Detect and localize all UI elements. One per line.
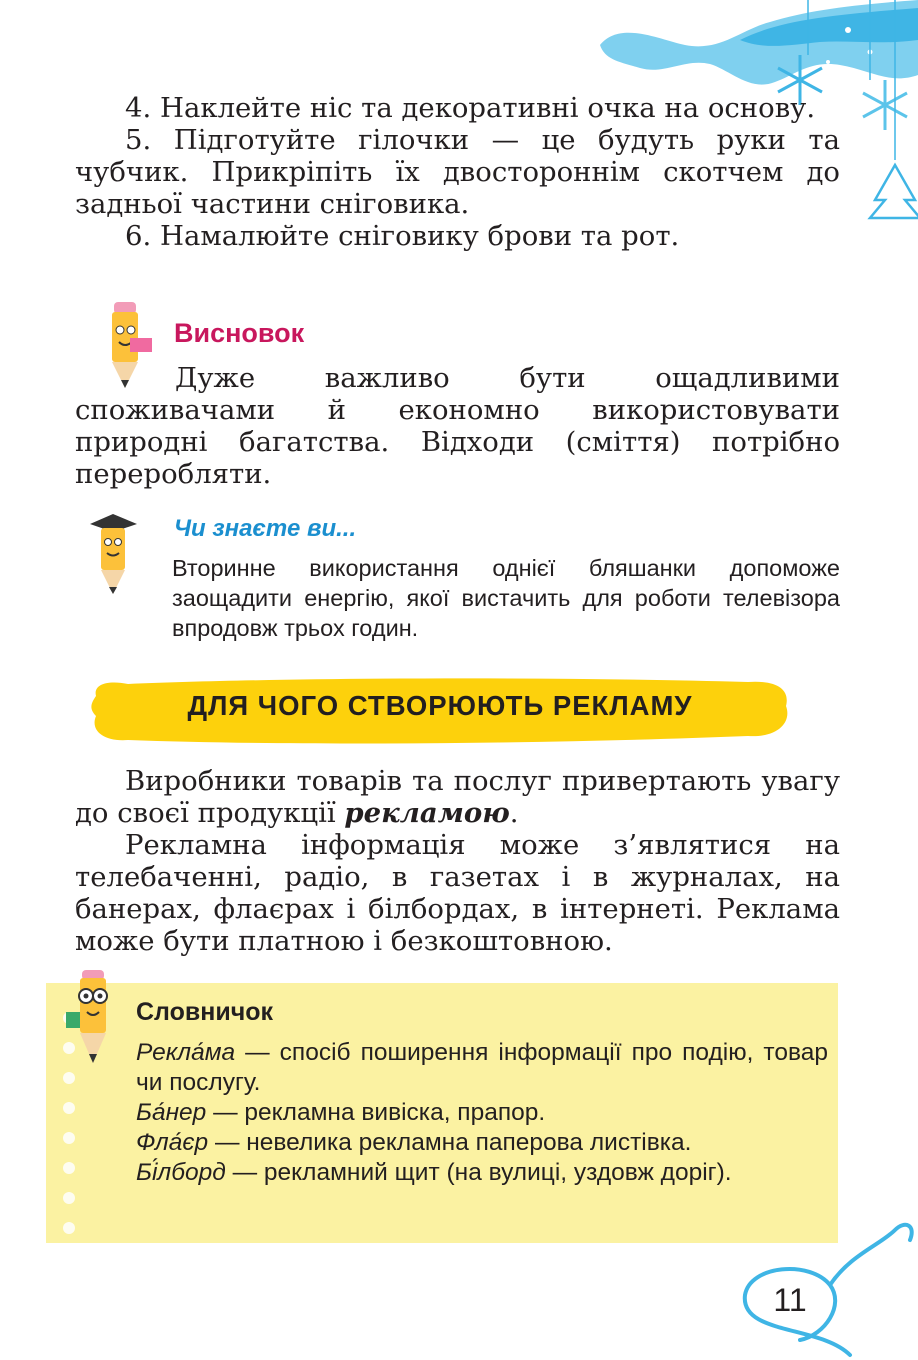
glossary-list [136,1038,828,1188]
pencil-graduate-icon [85,510,140,595]
glossary-entry: Ба́нер — рекламна вивіска, прапор. [136,1099,546,1126]
step-item: 5. Підготуйте гілочки — це будуть руки та чубчик. Прикріпіть їх двостороннім скотчем до задньої частини сніговика. [75,124,840,220]
step-item: 4. Наклейте ніс та декоративні очка на основу. [125,92,816,124]
page-number: 11 [773,1282,807,1318]
conclusion-title: Висновок [174,318,305,348]
section-banner-title: ДЛЯ ЧОГО СТВОРЮЮТЬ РЕКЛАМУ [187,690,693,721]
glossary-entry: Бі́лборд — рекламний щит (на вулиці, уздовж доріг). [136,1159,732,1186]
did-you-know-text: Вторинне використання однієї бляшанки допоможе заощадити енергію, якої вистачить для роботи телевізора впродовж трьох годин. [172,555,840,641]
steps-list [75,92,840,252]
advertising-text [75,765,840,957]
did-you-know-title: Чи знаєте ви... [174,515,357,542]
pencil-glasses-icon [62,968,127,1068]
ads-paragraph: Рекламна інформація може з’являтися на телебаченні, радіо, в газетах і в журналах, на банерах, флаєрах і білбордах, в інтернеті. Реклама може бути платною і безкоштовною. [75,829,840,957]
key-term: рекламою [344,797,510,829]
conclusion-text: Дуже важливо бути ощадливими споживачами й економно використовувати природні багатства. Відходи (сміття) потрібно переробляти. [75,362,840,490]
glossary-entry: Фла́єр — невелика рекламна паперова листівка. [136,1129,692,1156]
step-item: 6. Намалюйте сніговику брови та рот. [125,220,680,252]
christmas-tree-icon [870,165,918,218]
snowflake-icon [863,80,907,130]
glossary-entry: Рекла́ма — спосіб поширення інформації про подію, товар чи послугу. [136,1039,828,1096]
ads-paragraph: Виробники товарів та послуг привертають увагу до своєї продукції рекламою. [75,765,840,829]
glossary-title: Словничок [136,998,274,1026]
